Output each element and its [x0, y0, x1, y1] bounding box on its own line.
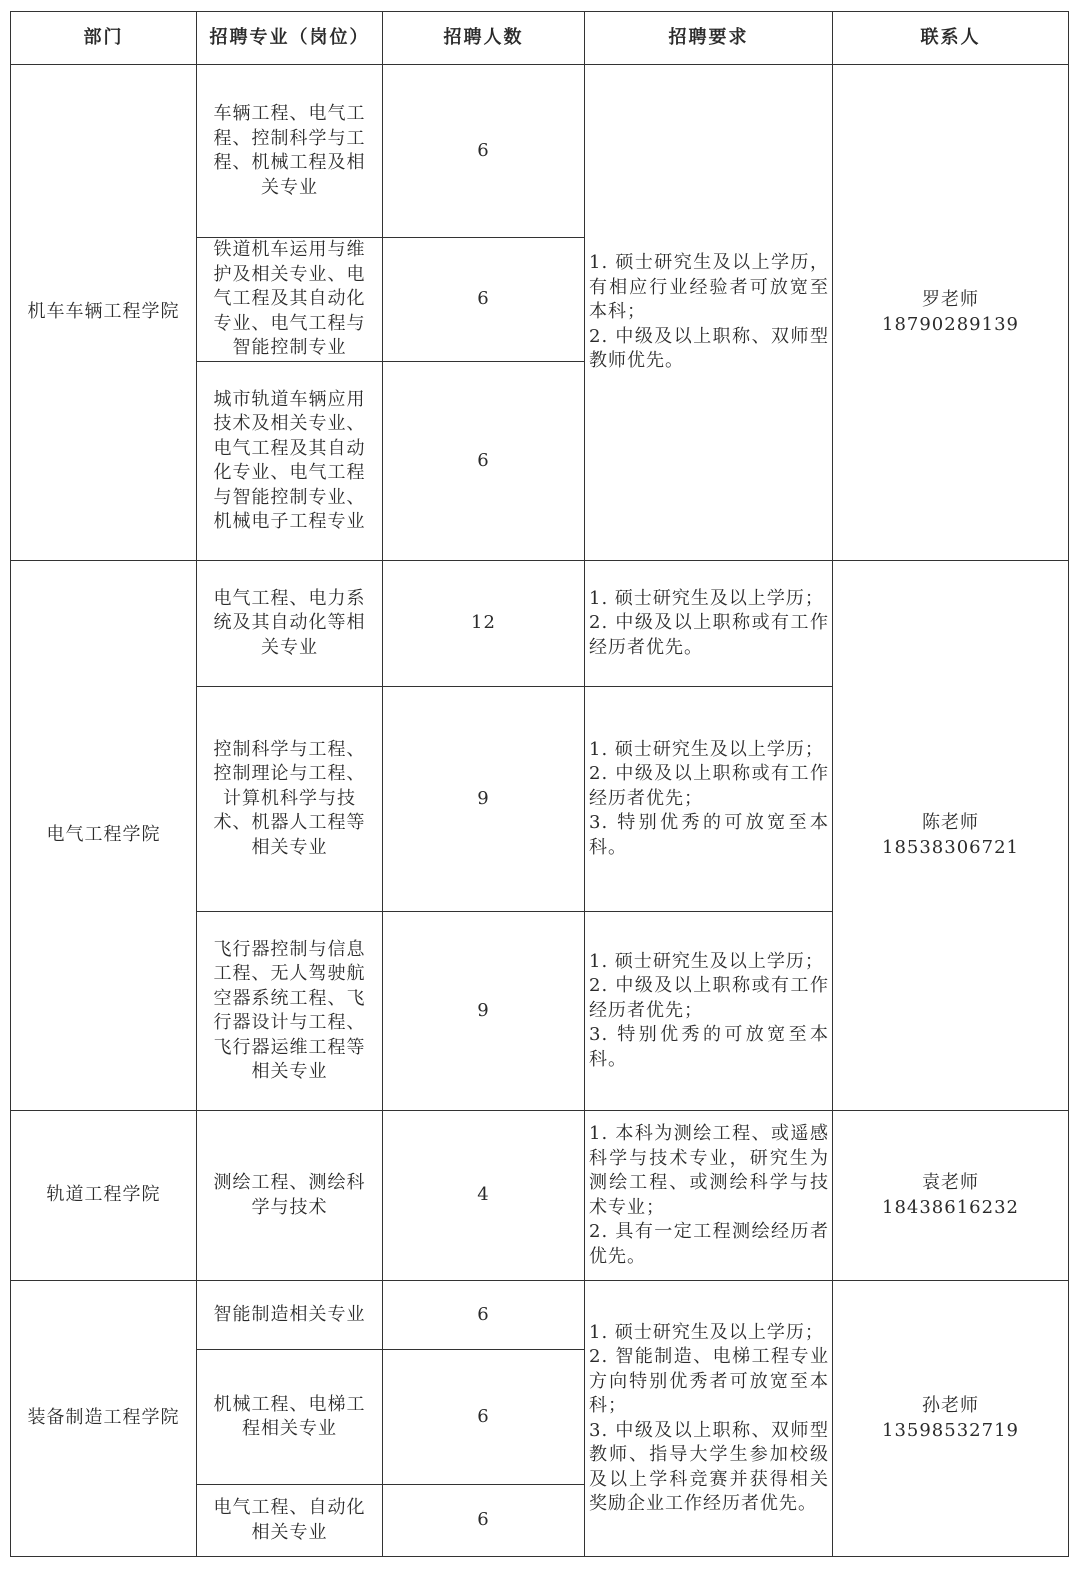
requirement-line: 2. 中级及以上职称或有工作经历者优先；	[589, 763, 829, 809]
major-cell: 电气工程、电力系统及其自动化等相关专业	[197, 561, 383, 687]
dept-cell: 机车车辆工程学院	[11, 65, 197, 561]
header-contact: 联系人	[833, 12, 1069, 65]
requirement-cell	[585, 687, 833, 912]
dept-cell: 装备制造工程学院	[11, 1281, 197, 1557]
table-row	[11, 1111, 1069, 1281]
requirement-line: 1. 硕士研究生及以上学历，有相应行业经验者可放宽至本科；	[589, 252, 829, 323]
requirement-line: 3. 特别优秀的可放宽至本科。	[589, 1024, 829, 1070]
requirement-line: 1. 硕士研究生及以上学历；	[589, 587, 824, 609]
contact-phone: 13598532719	[882, 1419, 1019, 1441]
requirement-line: 3. 中级及以上职称、双师型教师、指导大学生参加校级及以上学科竞赛并获得相关奖励企业工作经历者优先。	[589, 1419, 829, 1514]
major-cell: 控制科学与工程、控制理论与工程、计算机科学与技术、机器人工程等相关专业	[197, 687, 383, 912]
contact-cell	[833, 561, 1069, 1111]
count-cell: 9	[383, 912, 585, 1111]
contact-phone: 18790289139	[882, 313, 1019, 335]
requirement-line: 1. 硕士研究生及以上学历；	[589, 950, 824, 972]
count-cell: 6	[383, 238, 585, 362]
requirement-cell	[585, 1111, 833, 1281]
count-cell: 12	[383, 561, 585, 687]
header-dept: 部门	[11, 12, 197, 65]
count-cell: 6	[383, 1350, 585, 1485]
requirement-line: 1. 本科为测绘工程、或遥感科学与技术专业，研究生为测绘工程、或测绘科学与技术专业；	[589, 1123, 829, 1218]
count-cell: 9	[383, 687, 585, 912]
header-row	[11, 12, 1069, 65]
table-row	[11, 65, 1069, 238]
requirement-line: 2. 中级及以上职称或有工作经历者优先；	[589, 975, 829, 1021]
header-requirement: 招聘要求	[585, 12, 833, 65]
contact-cell	[833, 65, 1069, 561]
major-cell: 铁道机车运用与维护及相关专业、电气工程及其自动化专业、电气工程与智能控制专业	[197, 238, 383, 362]
major-cell: 车辆工程、电气工程、控制科学与工程、机械工程及相关专业	[197, 65, 383, 238]
contact-name: 孙老师	[922, 1395, 979, 1416]
count-cell: 6	[383, 65, 585, 238]
contact-name: 罗老师	[922, 289, 979, 310]
header-count: 招聘人数	[383, 12, 585, 65]
requirement-line: 1. 硕士研究生及以上学历；	[589, 738, 824, 760]
requirement-line: 3. 特别优秀的可放宽至本科。	[589, 812, 829, 858]
dept-cell: 轨道工程学院	[11, 1111, 197, 1281]
contact-name: 陈老师	[922, 812, 979, 833]
requirement-line: 2. 智能制造、电梯工程专业方向特别优秀者可放宽至本科；	[589, 1346, 829, 1416]
contact-phone: 18438616232	[882, 1196, 1019, 1218]
requirement-cell	[585, 65, 833, 561]
recruitment-table	[10, 11, 1069, 1557]
requirement-line: 1. 硕士研究生及以上学历；	[589, 1321, 824, 1343]
contact-name: 袁老师	[922, 1172, 979, 1193]
major-cell: 飞行器控制与信息工程、无人驾驶航空器系统工程、飞行器设计与工程、飞行器运维工程等相关专业	[197, 912, 383, 1111]
major-cell: 电气工程、自动化相关专业	[197, 1485, 383, 1557]
requirement-line: 2. 具有一定工程测绘经历者优先。	[589, 1221, 829, 1267]
contact-phone: 18538306721	[882, 836, 1019, 858]
count-cell: 4	[383, 1111, 585, 1281]
header-major: 招聘专业（岗位）	[197, 12, 383, 65]
count-cell: 6	[383, 1485, 585, 1557]
table-row	[11, 1281, 1069, 1350]
major-cell: 智能制造相关专业	[197, 1281, 383, 1350]
requirement-line: 2. 中级及以上职称或有工作经历者优先。	[589, 612, 829, 658]
contact-cell	[833, 1281, 1069, 1557]
requirement-cell	[585, 1281, 833, 1557]
dept-cell: 电气工程学院	[11, 561, 197, 1111]
count-cell: 6	[383, 362, 585, 561]
major-cell: 城市轨道车辆应用技术及相关专业、电气工程及其自动化专业、电气工程与智能控制专业、机械电子工程专业	[197, 362, 383, 561]
requirement-line: 2. 中级及以上职称、双师型教师优先。	[589, 325, 829, 372]
requirement-cell	[585, 912, 833, 1111]
count-cell: 6	[383, 1281, 585, 1350]
major-cell: 测绘工程、测绘科学与技术	[197, 1111, 383, 1281]
table-row	[11, 561, 1069, 687]
major-cell: 机械工程、电梯工程相关专业	[197, 1350, 383, 1485]
contact-cell	[833, 1111, 1069, 1281]
requirement-cell	[585, 561, 833, 687]
